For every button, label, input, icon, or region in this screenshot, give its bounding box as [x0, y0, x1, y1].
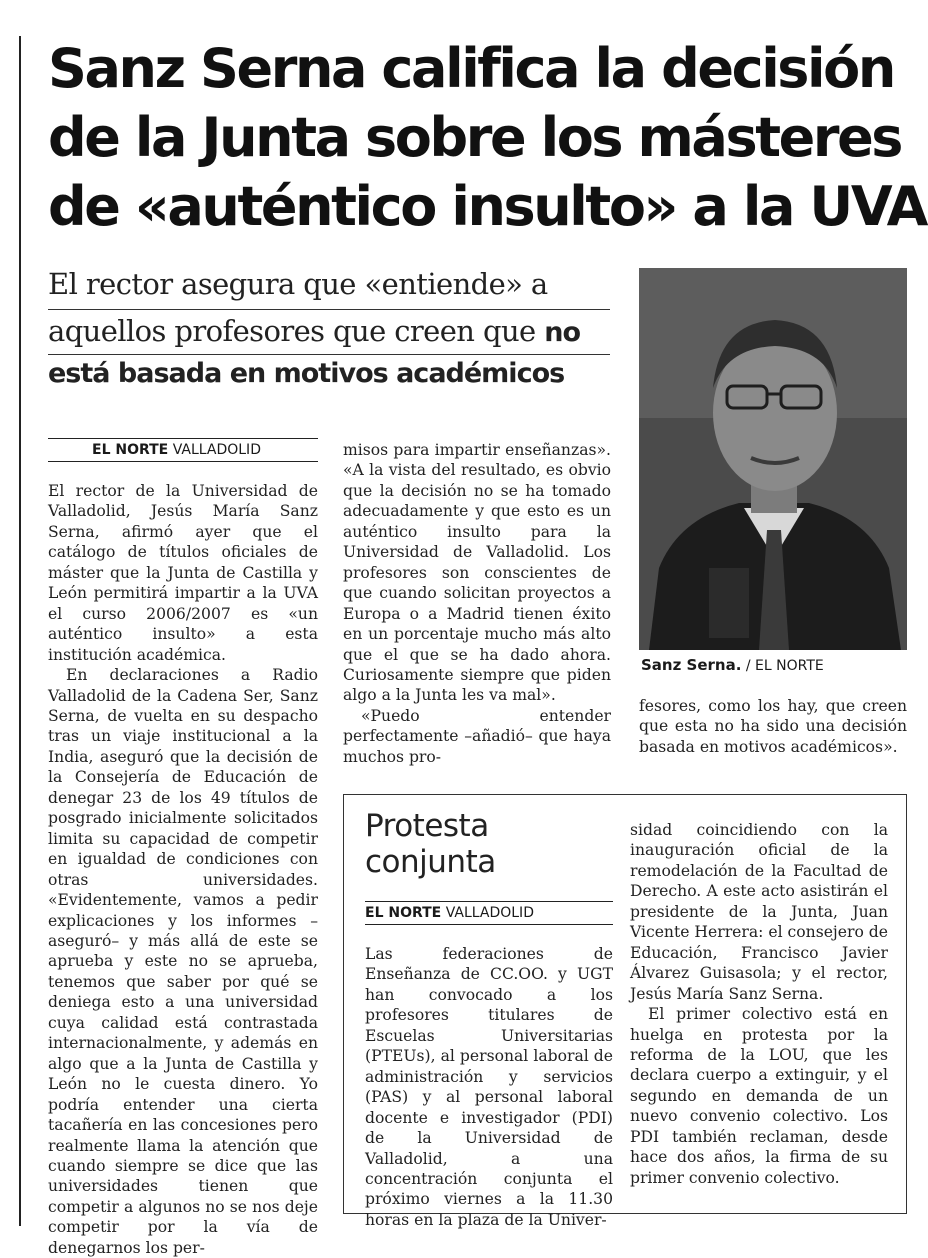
headline: [48, 34, 926, 241]
sidebar-column-2: [630, 820, 888, 1188]
photo-caption-credit: / EL NORTE: [745, 658, 824, 674]
sidebar-paragraph: sidad coincidiendo con la inauguración oficial de la remodelación de la Facultad de Derecho. A este acto asistirán el presidente de la Junta, Juan Vicente Herrera: el consejero de Educación, Francisco Javier Álvarez Guisasola; y el rector, Jesús María Sanz Serna.: [630, 821, 888, 1003]
article-byline: [48, 438, 318, 462]
deck-line-2-bold: no: [544, 317, 581, 348]
sidebar-byline-city: VALLADOLID: [445, 905, 534, 921]
photo-caption: [641, 656, 824, 674]
headline-line-1: Sanz Serna califica la decisión: [48, 37, 894, 100]
sidebar-paragraph: El primer colectivo está en huelga en protesta por la reforma de la LOU, que les declara cuerpo a extinguir, y el segundo en demanda de un nuevo convenio colectivo. Los PDI también reclaman, desde hace dos años, la firma de su primer convenio colectivo.: [630, 1005, 888, 1187]
sidebar-byline-source: EL NORTE: [365, 905, 442, 921]
sidebar-paragraph: Las federaciones de Enseñanza de CC.OO. y UGT han convocado a los profesores titulares de Escuelas Universitarias (PTEUs), al personal laboral de administración y servicios (PAS) y al personal laboral docente e investigador (PDI) de la Universidad de Valladolid, a una concentración conjunta el próximo viernes a la 11.30 horas en la plaza de la Univer-: [365, 945, 613, 1229]
article-column-3: [639, 696, 907, 757]
sidebar-title: [365, 808, 496, 880]
portrait-photo: [639, 268, 907, 650]
photo-caption-name: Sanz Serna.: [641, 656, 742, 674]
headline-line-3: de «auténtico insulto» a la UVA: [48, 175, 926, 238]
article-paragraph: El rector de la Universidad de Valladolid, Jesús María Sanz Serna, afirmó ayer que el catálogo de títulos oficiales de máster que la Junta de Castilla y León permitirá impartir a la UVA el curso 2006/2007 es «un auténtico insulto» a esta institución académica.: [48, 482, 318, 664]
article-paragraph: En declaraciones a Radio Valladolid de la Cadena Ser, Sanz Serna, de vuelta en su despacho tras un viaje institucional a la India, aseguró que la decisión de la Consejería de Educación de denegar 23 de los 49 títulos de posgrado inicialmente solicitados limita su capacidad de competir en igualdad de condiciones con otras universidades. «Evidentemente, vamos a pedir explicaciones y los informes –aseguró– y más allá de este se aprueba y este no se aprueba, tenemos que saber por qué se deniega esto a una universidad cuya calidad está contrastada internacionalmente, y además en algo que a la Junta de Castilla y León no le cuesta dinero. Yo podría entender una cierta tacañería en las concesiones pero realmente llama la atención que cuando siempre se dice que las universidades tienen que competir a algunos no se nos deje competir por la vía de denegarnos los per-: [48, 666, 318, 1257]
sidebar-byline: [365, 901, 613, 925]
portrait-photo-drawing: [639, 268, 907, 650]
deck-line-3: está basada en motivos académicos: [48, 358, 565, 389]
sidebar-title-line-2: conjunta: [365, 844, 496, 880]
article-column-2: [343, 440, 611, 767]
deck-line-2-text: aquellos profesores que creen que: [48, 314, 545, 348]
article-column-1: [48, 481, 318, 1258]
article-paragraph: «Puedo entender perfectamente –añadió– que haya muchos pro-: [343, 706, 611, 766]
article-paragraph: misos para impartir enseñanzas». «A la vista del resultado, es obvio que la decisión no se ha tomado adecuadamente y que esto es un auténtico insulto para la Universidad de Valladolid. Los profesores son conscientes de que cuando solicitan proyectos a Europa o a Madrid tienen éxito en un porcentaje mucho más alto que el que se ha dado ahora. Curiosamente siempre que piden algo a la Junta les va mal».: [343, 441, 611, 705]
sidebar-title-line-1: Protesta: [365, 808, 489, 844]
headline-line-2: de la Junta sobre los másteres: [48, 106, 902, 169]
deck-line-1: El rector asegura que «entiende» a: [48, 267, 548, 301]
sidebar-column-1: [365, 944, 613, 1230]
article-paragraph: fesores, como los hay, que creen que esta no ha sido una decisión basada en motivos académicos».: [639, 697, 907, 756]
left-column-rule: [19, 36, 21, 1226]
deck-line-2: [48, 309, 610, 355]
byline-city: VALLADOLID: [172, 442, 261, 458]
byline-source: EL NORTE: [92, 442, 169, 458]
